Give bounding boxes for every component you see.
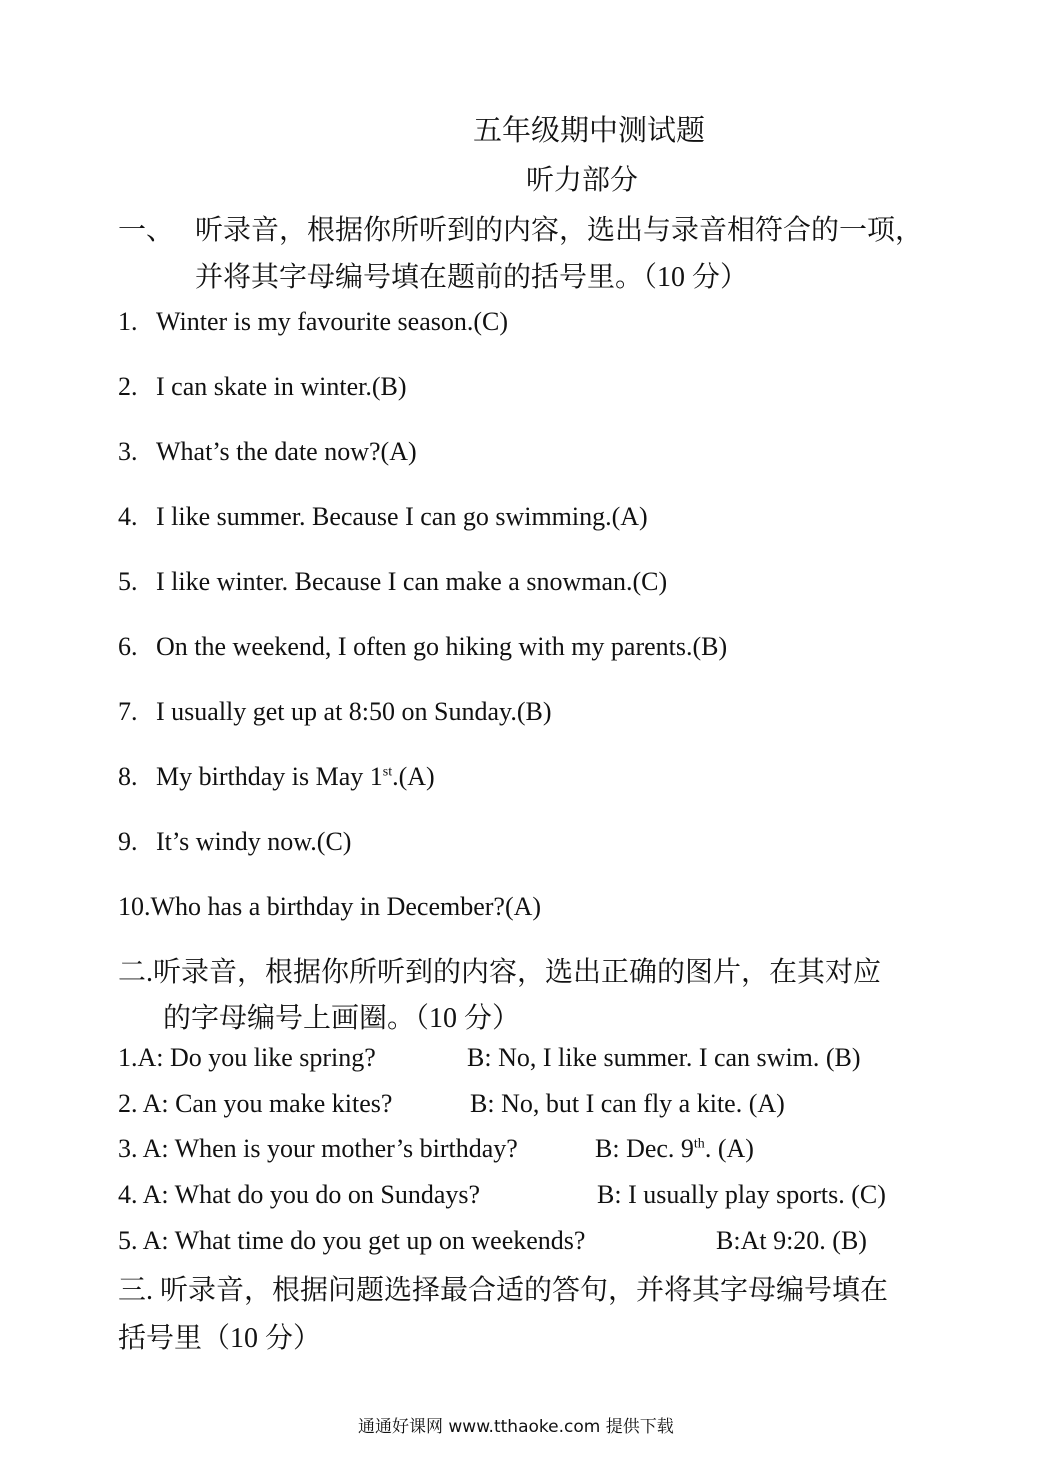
page-subtitle: 听力部分 <box>526 165 639 196</box>
list-item <box>118 307 508 337</box>
item-number: 3. <box>118 437 138 466</box>
list-item <box>118 697 551 727</box>
dialogue-question: 1.A: Do you like spring? <box>118 1043 376 1072</box>
item-number: 8. <box>118 762 138 791</box>
item-text: I like summer. Because I can go swimming.(A) <box>156 502 648 531</box>
item-number: 4. <box>118 502 138 531</box>
item-number: 7. <box>118 697 138 726</box>
dialogue-answer <box>595 1134 754 1164</box>
ordinal-suffix: th <box>693 1136 705 1152</box>
dialogue-answer: B: I usually play sports. (C) <box>597 1180 886 1209</box>
dialogue-question: 2. A: Can you make kites? <box>118 1089 393 1118</box>
section1-number: 一、 <box>118 215 175 246</box>
dialogue-question: 3. A: When is your mother’s birthday? <box>118 1134 518 1163</box>
list-item <box>118 632 727 662</box>
answer-text-before: B: Dec. 9 <box>595 1134 694 1163</box>
item-text: Who has a birthday in December?(A) <box>150 892 542 921</box>
dialogue-question: 4. A: What do you do on Sundays? <box>118 1180 481 1209</box>
list-item <box>118 502 648 532</box>
item-text: I usually get up at 8:50 on Sunday.(B) <box>156 697 552 726</box>
item-number: 5. <box>118 567 138 596</box>
item-text: On the weekend, I often go hiking with my parents.(B) <box>156 632 728 661</box>
section3-instruction-line2: 括号里（10 分） <box>118 1323 322 1354</box>
section1-instruction-line2: 并将其字母编号填在题前的括号里。（10 分） <box>195 262 749 293</box>
item-text: It’s windy now.(C) <box>156 827 352 856</box>
item-number: 1. <box>118 307 138 336</box>
dialogue-answer: B: No, but I can fly a kite. (A) <box>470 1089 785 1118</box>
item-number: 6. <box>118 632 138 661</box>
list-item <box>118 827 351 857</box>
item-number: 9. <box>118 827 138 856</box>
dialogue-answer: B:At 9:20. (B) <box>716 1226 867 1255</box>
item-text: I can skate in winter.(B) <box>156 372 407 401</box>
dialogue-answer: B: No, I like summer. I can swim. (B) <box>467 1043 861 1072</box>
item-text: I like winter. Because I can make a snowman.(C) <box>156 567 668 596</box>
item-number: 10. <box>118 892 151 921</box>
item-text-before: My birthday is May 1 <box>156 762 383 791</box>
ordinal-suffix: st <box>382 764 393 780</box>
list-item <box>118 762 435 792</box>
answer-text-after: . (A) <box>704 1134 754 1163</box>
page-footer: 通通好课网 www.tthaoke.com 提供下载 <box>358 1417 674 1437</box>
section1-instruction-line1: 听录音，根据你所听到的内容，选出与录音相符合的一项， <box>195 215 924 246</box>
item-text: Winter is my favourite season.(C) <box>156 307 509 336</box>
item-number: 2. <box>118 372 138 401</box>
section2-instruction-line1: 二.听录音，根据你所听到的内容，选出正确的图片，在其对应 <box>118 957 882 988</box>
list-item <box>118 437 417 467</box>
item-text-after: .(A) <box>392 762 435 791</box>
item-text: What’s the date now?(A) <box>156 437 417 466</box>
list-item <box>118 372 407 402</box>
page-title: 五年级期中测试题 <box>473 115 706 147</box>
list-item <box>118 567 667 597</box>
list-item <box>118 892 541 922</box>
section3-instruction-line1: 三. 听录音，根据问题选择最合适的答句，并将其字母编号填在 <box>118 1275 889 1306</box>
section2-instruction-line2: 的字母编号上画圈。（10 分） <box>163 1003 521 1034</box>
dialogue-question: 5. A: What time do you get up on weekends? <box>118 1226 586 1255</box>
